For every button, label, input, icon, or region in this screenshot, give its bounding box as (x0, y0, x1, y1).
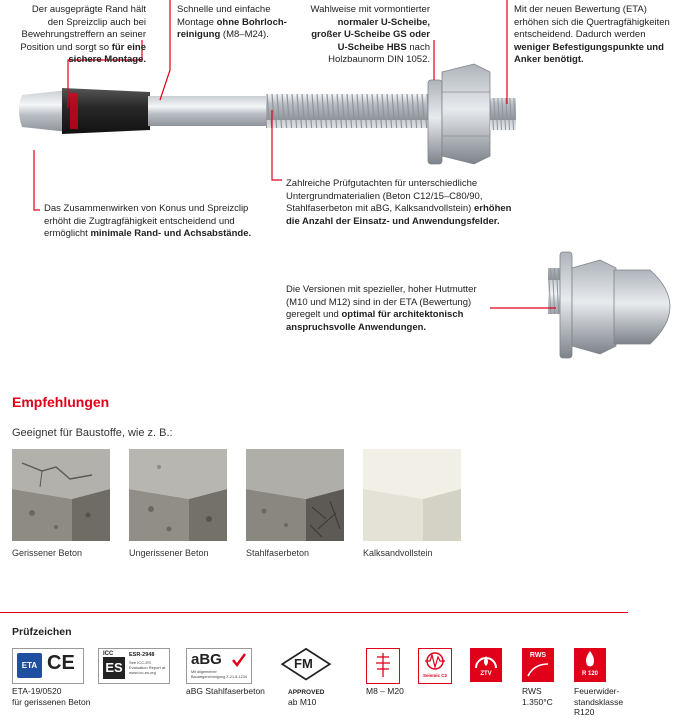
seismic-icon (419, 649, 451, 673)
bolt-cone (19, 90, 68, 132)
cap-washer (560, 252, 572, 358)
icc-small-text: See ICC-ES Evaluation Report at www.icc-es.org (129, 660, 166, 675)
r120-badge (574, 648, 606, 682)
eta-icon (17, 653, 42, 678)
r120-text: R 120 (581, 671, 598, 677)
icc-es-badge (98, 648, 170, 684)
cap-nut-dome (614, 270, 670, 344)
label-abg: aBG Stahlfaserbeton (186, 686, 265, 696)
hex-nut (442, 64, 490, 164)
ztv-text: ZTV (480, 671, 492, 677)
ztv-badge (470, 648, 502, 682)
callout-cone-clip: Das Zusammenwirken von Konus und Spreizclip erhöht die Zugtragfähigkeit entscheidend und ermöglicht minimale Rand- und Achsabstände. (44, 203, 252, 239)
callout-rim: Der ausgeprägte Rand hält den Spreizclip auch bei Bewehrungstreffern an seiner Position und sorgt so für eine sichere Montage. (20, 4, 146, 65)
material-label-cracked-concrete: Gerissener Beton (12, 548, 83, 558)
section-title-certifications: Prüfzeichen (12, 626, 72, 638)
fm-approved-text: APPROVED (288, 689, 325, 696)
bolt-thread (266, 94, 436, 128)
material-label-lime-sandstone: Kalksandvollstein (363, 548, 433, 558)
material-tile-uncracked-concrete (129, 449, 227, 541)
fm-logo: FM (294, 656, 313, 671)
section-title-recommendations: Empfehlungen (12, 394, 110, 410)
icc-top: ICC (103, 651, 114, 657)
label-rws: RWS 1.350°C (522, 686, 553, 707)
eta-ce-badge (12, 648, 84, 684)
abg-small-text: Mit allgemeiner Bauartgenehmigung Z-21.8-1234 (191, 670, 247, 679)
abg-logo: aBG (191, 651, 222, 668)
label-fm: ab M10 (288, 697, 317, 707)
recommendations-subtitle: Geeignet für Baustoffe, wie z. B.: (12, 427, 173, 439)
drill-hole-icon (367, 649, 399, 683)
fire-arc-icon (470, 648, 502, 672)
section-divider (0, 612, 628, 613)
ce-mark: CE (47, 652, 75, 674)
material-tile-cracked-concrete (12, 449, 110, 541)
rws-badge (522, 648, 554, 682)
material-tile-lime-sandstone (363, 449, 461, 541)
bolt-shank (148, 96, 268, 126)
cap-nut-hex (572, 260, 616, 354)
eta-logo-text: ETA (21, 661, 38, 670)
callout-eta: Mit der neuen Bewertung (ETA) erhöhen sich die Quertragfähigkeiten entscheidend. Dadurch werden weniger Befestigungspunkte und Anker benötigt. (514, 4, 670, 65)
label-eta: ETA-19/0520 für gerissenen Beton (12, 686, 91, 707)
temperature-curve-icon (526, 662, 550, 678)
material-label-uncracked-concrete: Ungerissener Beton (129, 548, 209, 558)
flame-icon (574, 648, 606, 670)
label-size-range: M8 – M20 (366, 686, 404, 696)
callout-washer: Wahlweise mit vormontierter normaler U-Scheibe, großer U-Scheibe GS oder U-Scheibe HBS nach Holzbaunorm DIN 1052. (310, 4, 430, 65)
rws-text: RWS (529, 652, 547, 659)
washer (428, 80, 442, 164)
checkmark-icon (231, 652, 247, 668)
icc-es-logo: ES (103, 657, 125, 679)
size-range-icon (366, 648, 400, 684)
material-label-steel-fibre-concrete: Stahlfaserbeton (246, 548, 310, 558)
seismic-badge (418, 648, 452, 684)
callout-installation: Schnelle und einfache Montage ohne Bohrloch-reinigung (M8–M24). (177, 4, 287, 40)
callout-cap-nut: Die Versionen mit spezieller, hoher Hutmutter (M10 und M12) sind in der ETA (Bewertung) geregelt und optimal für architektonisch anspruchsvolle Anwendungen. (286, 284, 477, 333)
seismic-text: Seismic C2 (422, 673, 447, 678)
callout-test-reports: Zahlreiche Prüfgutachten für unterschiedliche Untergrundmaterialien (Beton C12/15–C80/90, Stahlfaserbeton mit aBG, Kalksandvollstein) erhöhen die Anzahl der Einsatz- und Anwendungsfelder. (286, 178, 512, 227)
abg-badge (186, 648, 252, 684)
material-tile-steel-fibre-concrete (246, 449, 344, 541)
icc-report-number: ESR-2948 (129, 652, 155, 658)
label-fire-class: Feuerwider- standsklasse R120 (574, 686, 624, 717)
